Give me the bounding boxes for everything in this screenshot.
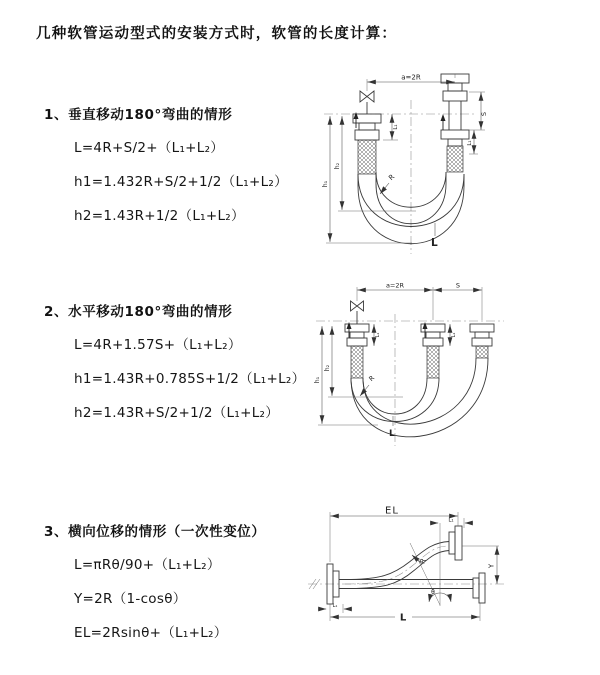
diagram-horizontal-180-bend: [308, 276, 592, 462]
dim-label-r: R: [387, 172, 397, 183]
dimension-width: [367, 74, 455, 83]
section-2-heading: 2、水平移动180°弯曲的情形: [44, 304, 233, 320]
length-callout: [431, 223, 438, 249]
dim-label-h1: h₁: [314, 376, 321, 384]
valve-icon: [351, 287, 364, 324]
section-1-heading: 1、垂直移动180°弯曲的情形: [44, 107, 233, 123]
section-horizontal-180: [44, 300, 344, 435]
dimension-el: [330, 505, 458, 566]
section-1-formula-h1: h1=1.432R+S/2+1/2（L₁+L₂）: [74, 174, 288, 190]
section-vertical-180: [44, 103, 344, 238]
valve-icon: [360, 79, 374, 114]
dimension-width: [357, 282, 482, 321]
dim-label-r: R: [418, 557, 428, 566]
dim-label-theta: θ: [431, 589, 435, 596]
dimension-h1: [322, 116, 412, 243]
section-2-formula-h1: h1=1.43R+0.785S+1/2（L₁+L₂）: [74, 371, 306, 387]
dim-label-s: S: [455, 281, 461, 290]
section-3-formula-L: L=πRθ/90+（L₁+L₂）: [74, 557, 221, 573]
dimension-fitting-top: [430, 518, 473, 529]
dim-label-h2: h₂: [324, 364, 331, 372]
dimension-stroke-s: [469, 92, 488, 130]
diagram-vertical-180-bend: [312, 66, 584, 260]
dimension-fitting-left: [383, 114, 399, 140]
dim-label-l1-left: L₁: [393, 124, 399, 130]
dim-label-y: Y: [487, 563, 496, 569]
length-callout: [389, 416, 395, 439]
hose-braid-left: [358, 140, 376, 174]
centerlines: [308, 579, 506, 589]
dim-label-l1-right: L₁: [467, 140, 473, 146]
hose-braid-right: [447, 146, 463, 172]
dim-label-l1-top: L₁: [448, 517, 454, 524]
dim-label-el: EL: [385, 505, 399, 517]
left-pipe-fitting: [353, 114, 381, 174]
diagram-lateral-displacement: [300, 502, 600, 642]
dim-label-l: L: [399, 612, 407, 624]
movement-arrows: [354, 112, 446, 130]
dim-label-l1-left: L₁: [375, 332, 381, 338]
dim-label-r: R: [367, 374, 377, 384]
dim-label-h2: h₂: [334, 162, 341, 170]
section-2-formula-L: L=4R+1.57S+（L₁+L₂）: [74, 337, 242, 353]
centerlines: [316, 314, 504, 446]
dimension-stroke-s: [433, 282, 482, 291]
centerlines: [324, 100, 474, 254]
dim-label-a2r: a=2R: [401, 73, 421, 82]
page-title: 几种软管运动型式的安装方式时，软管的长度计算：: [36, 26, 398, 42]
dim-label-l: L: [431, 237, 438, 249]
dimension-length: [330, 603, 480, 624]
section-2-formula-h2: h2=1.43R+S/2+1/2（L₁+L₂）: [74, 405, 280, 421]
dimension-fitting-mid: [450, 324, 457, 346]
hose-braid-right: [476, 346, 488, 358]
section-3-heading: 3、横向位移的情形（一次性变位）: [44, 524, 266, 540]
dimension-fitting-left: [318, 603, 352, 613]
hose-braid-left: [351, 346, 363, 378]
dim-label-l1-mid: L₁: [451, 332, 457, 338]
section-1-formula-h2: h2=1.43R+1/2（L₁+L₂）: [74, 208, 245, 224]
section-3-formula-Y: Y=2R（1-cosθ）: [74, 591, 187, 607]
dim-label-l1-left: L₁: [332, 603, 338, 609]
hose-braid-middle: [427, 346, 439, 378]
dim-label-h1: h₁: [322, 180, 329, 188]
dimension-y: [462, 546, 499, 584]
radius-construction: [410, 523, 451, 606]
dim-label-a2r: a=2R: [385, 281, 405, 290]
section-lateral-offset: [44, 520, 344, 655]
section-1-formula-L: L=4R+S/2+（L₁+L₂）: [74, 140, 225, 156]
radius-callout: [380, 173, 396, 194]
dim-label-l: L: [389, 429, 395, 439]
pipe-fittings: [345, 324, 494, 378]
dim-label-s: S: [480, 111, 488, 117]
right-pipe-fitting: [441, 74, 469, 172]
dimension-fitting-left: [374, 324, 381, 346]
section-3-formula-EL: EL=2Rsinθ+（L₁+L₂）: [74, 625, 228, 641]
